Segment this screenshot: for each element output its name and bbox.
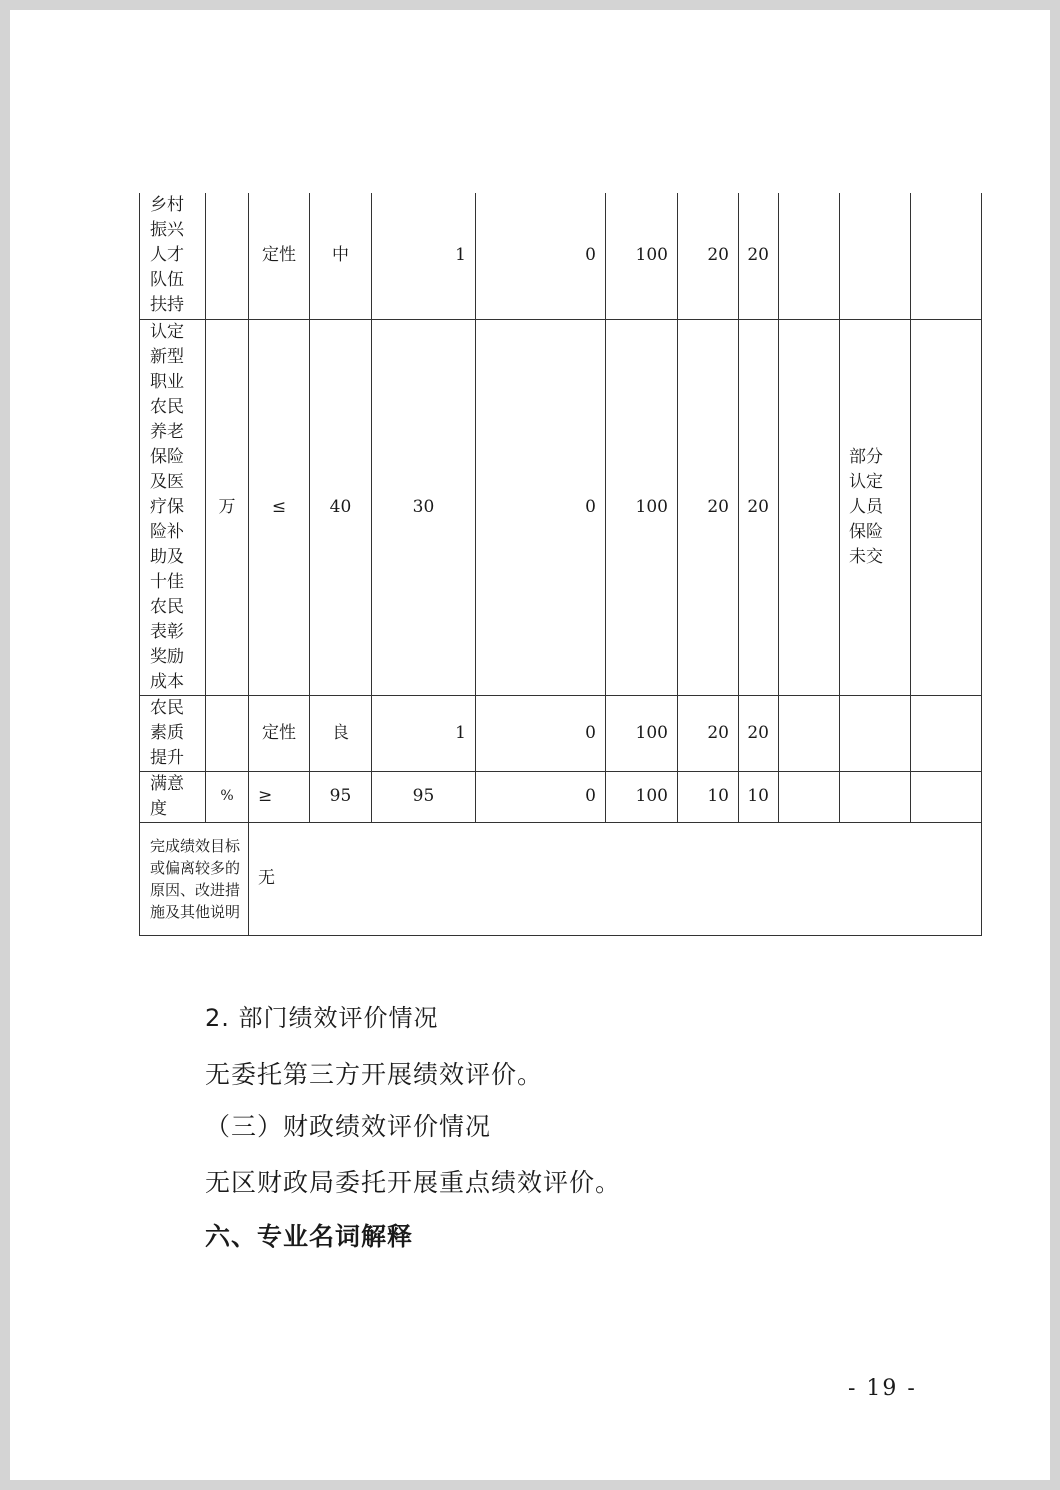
performance-table bbox=[139, 193, 982, 936]
actual-cell: 1 bbox=[372, 695, 476, 771]
empty-cell bbox=[911, 695, 982, 771]
unit-cell bbox=[206, 193, 249, 319]
table-row bbox=[140, 193, 982, 319]
weight-cell: 20 bbox=[678, 193, 739, 319]
operator-cell: 定性 bbox=[249, 193, 310, 319]
target-cell: 40 bbox=[310, 319, 372, 695]
operator-cell: 定性 bbox=[249, 695, 310, 771]
target-cell: 中 bbox=[310, 193, 372, 319]
value-cell: 0 bbox=[476, 319, 606, 695]
unit-cell: 万 bbox=[206, 319, 249, 695]
unit-cell bbox=[206, 695, 249, 771]
score-cell: 20 bbox=[739, 193, 779, 319]
table-row bbox=[140, 695, 982, 771]
empty-cell bbox=[911, 193, 982, 319]
explanation-value-cell: 无 bbox=[249, 822, 982, 935]
indicator-name-cell: 乡村振兴人才队伍扶持 bbox=[140, 193, 206, 319]
weight-cell: 10 bbox=[678, 771, 739, 822]
weight-cell: 20 bbox=[678, 695, 739, 771]
paragraph-no-third-party: 无委托第三方开展绩效评价。 bbox=[205, 1060, 544, 1089]
operator-cell: ≤ bbox=[249, 319, 310, 695]
score-cell: 10 bbox=[739, 771, 779, 822]
table-row bbox=[140, 822, 982, 935]
value-cell: 100 bbox=[606, 319, 678, 695]
weight-cell: 20 bbox=[678, 319, 739, 695]
value-cell: 0 bbox=[476, 193, 606, 319]
indicator-name-cell: 认定新型职业农民养老保险及医疗保险补助及十佳农民表彰奖励成本 bbox=[140, 319, 206, 695]
paragraph-no-finance-eval: 无区财政局委托开展重点绩效评价。 bbox=[205, 1168, 622, 1197]
notes-cell bbox=[840, 193, 911, 319]
empty-cell bbox=[779, 695, 840, 771]
notes-cell: 部分认定人员保险未交 bbox=[840, 319, 911, 695]
empty-cell bbox=[779, 193, 840, 319]
actual-cell: 1 bbox=[372, 193, 476, 319]
table-row bbox=[140, 319, 982, 695]
empty-cell bbox=[911, 319, 982, 695]
explanation-label-cell: 完成绩效目标或偏离较多的原因、改进措施及其他说明 bbox=[140, 822, 249, 935]
table-row bbox=[140, 771, 982, 822]
section-heading-finance-eval: （三）财政绩效评价情况 bbox=[205, 1112, 492, 1141]
notes-cell bbox=[840, 695, 911, 771]
score-cell: 20 bbox=[739, 695, 779, 771]
indicator-name-cell: 农民素质提升 bbox=[140, 695, 206, 771]
actual-cell: 30 bbox=[372, 319, 476, 695]
page-number: - 19 - bbox=[848, 1376, 917, 1401]
empty-cell bbox=[779, 771, 840, 822]
value-cell: 100 bbox=[606, 695, 678, 771]
value-cell: 100 bbox=[606, 193, 678, 319]
section-heading-dept-eval: 2. 部门绩效评价情况 bbox=[205, 1004, 439, 1032]
indicator-name-cell: 满意度 bbox=[140, 771, 206, 822]
score-cell: 20 bbox=[739, 319, 779, 695]
actual-cell: 95 bbox=[372, 771, 476, 822]
empty-cell bbox=[911, 771, 982, 822]
target-cell: 95 bbox=[310, 771, 372, 822]
value-cell: 0 bbox=[476, 771, 606, 822]
unit-cell: % bbox=[206, 771, 249, 822]
value-cell: 0 bbox=[476, 695, 606, 771]
section-heading-glossary: 六、专业名词解释 bbox=[205, 1222, 414, 1251]
operator-cell: ≥ bbox=[249, 771, 310, 822]
value-cell: 100 bbox=[606, 771, 678, 822]
notes-cell bbox=[840, 771, 911, 822]
target-cell: 良 bbox=[310, 695, 372, 771]
empty-cell bbox=[779, 319, 840, 695]
